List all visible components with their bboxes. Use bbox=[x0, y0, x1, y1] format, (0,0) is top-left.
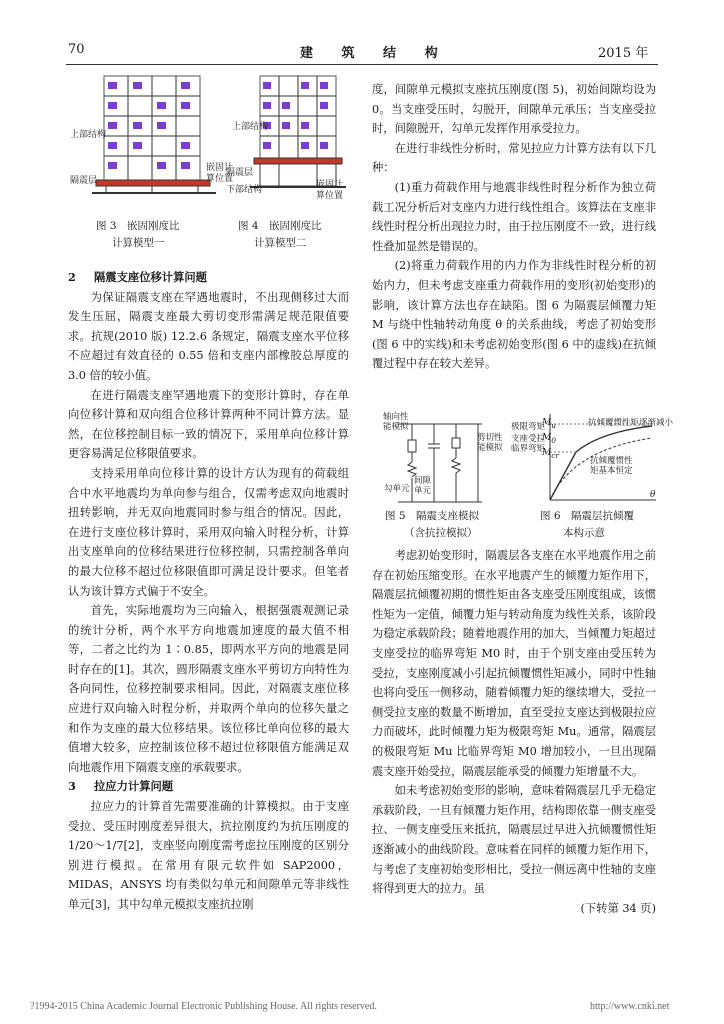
header-rule bbox=[66, 64, 658, 65]
fig4-caption: 图 4 嵌固刚度比 bbox=[238, 220, 322, 232]
fig6-m0: $M_0$ bbox=[542, 433, 556, 445]
fig6-mu: $M_u$ bbox=[542, 418, 557, 430]
fig5-label-gap2: 单元 bbox=[414, 486, 432, 496]
section-3-heading bbox=[68, 777, 349, 797]
fig5-caption-2: （含抗拉模拟） bbox=[404, 527, 478, 539]
figure-3-drawing bbox=[92, 74, 220, 206]
fig6-label-2: 极限弯矩 bbox=[511, 422, 546, 432]
paragraph: 在进行隔震支座罕遇地震下的变形计算时，存在单向位移计算和双向组合位移计算两种不同计算方法。显然，在位移控制目标一致的情况下，采用单向位移计算更容易满足位移限值要求。 bbox=[68, 388, 349, 461]
fig6-label-3: 支座受拉 bbox=[511, 434, 546, 444]
fig5-caption: 图 5 隔震支座模拟 bbox=[385, 510, 480, 522]
paragraph: 考虑初始变形时，隔震层各支座在水平地震作用之前存在初始压缩变形。在水平地震产生的倾覆力矩作用下，隔震层抗倾覆初期的惯性矩由各支座受压刚度组成，该惯性矩为一定值，倾覆力矩与转动角度为线性关系，该阶段为稳定承载阶段；随着地震作用的加大，当倾覆力矩超过支座受拉的临界弯矩 M0 时，由于个别支座由受压转为受拉，支座刚度减小引起抗倾覆惯性矩减小，同时中性轴也将向受压一侧移动，随着倾覆力矩的继续增大，受拉一侧受拉支座的数量不断增加，直至受拉支座达到极限拉应力而破坏，此时倾覆力矩为极限弯矩 Mu。通常，隔震层的极限弯矩 Mu 比临界弯矩 M0 增加较小，一旦出现隔震支座开始受拉，隔震层能承受的倾覆力矩增量不大。 bbox=[372, 549, 656, 778]
fig4-caption-2: 计算模型二 bbox=[254, 237, 307, 249]
fig5-label-shear: 剪切性 bbox=[477, 433, 503, 443]
section-2-heading bbox=[68, 268, 349, 288]
fig6-label-5: 抗倾覆惯性 bbox=[590, 456, 633, 466]
paragraph: 为保证隔震支座在罕遇地震时，不出现侧移过大而发生压屈，隔震支座最大剪切变形需满足规范限值要求。抗规(2010 版) 12.2.6 条规定，隔震支座水平位移不应超过有效直径的 0.55 倍和支座内部橡胶总厚度的 3.0 倍的较小值。 bbox=[68, 290, 349, 382]
right-column-top bbox=[372, 80, 656, 374]
fig5-label-shear2: 能模拟 bbox=[477, 443, 503, 453]
section-3-title: 拉应力计算问题 bbox=[94, 779, 174, 794]
paragraph: 拉应力的计算首先需要准确的计算模拟。由于支座受拉、受压时刚度差异很大，抗拉刚度约为抗压刚度的 1/20～1/7[2]，支座竖向刚度需考虑拉压刚度的区别分别进行模拟。在常用有限元软件如 SAP2000，MIDAS，ANSYS 均有类似勾单元和间隙单元等非线性单元[3]，其中勾单元模拟支座抗拉刚 bbox=[68, 800, 349, 911]
paragraph: (1)重力荷载作用与地震非线性时程分析作为独立荷载工况分析后对支座内力进行线性组合。该算法在支座非线性时程分析出现拉力时，由于拉压刚度不一致，进行线性叠加显然是错误的。 bbox=[372, 180, 656, 253]
paragraph: 如未考虑初始变形的影响，意味着隔震层几乎无稳定承载阶段，一旦有倾覆力矩作用，结构即依靠一侧支座受拉、一侧支座受压来抵抗，隔震层过早进入抗倾覆惯性矩逐渐减小的曲线阶段。意味着在同样的倾覆力矩作用下，与考虑了支座初始变形相比，受拉一侧远离中性轴的支座将得到更大的拉力。虽 bbox=[372, 784, 656, 896]
paragraph: 度，间隙单元模拟支座抗压刚度(图 5)，初始间隙均设为 0。当支座受压时，勾脱开，间隙单元承压；当支座受拉时，间隙脱开，勾单元发挥作用承受拉力。 bbox=[372, 83, 656, 136]
copyright-text: ?1994-2015 China Academic Journal Electronic Publishing House. All rights reserved. bbox=[30, 1001, 377, 1012]
cnki-link[interactable]: http://www.cnki.net bbox=[590, 1001, 670, 1012]
fig6-label-6: 矩基本恒定 bbox=[590, 466, 633, 476]
section-3-number: 3 bbox=[68, 779, 76, 794]
fig3-caption-2: 计算模型一 bbox=[112, 237, 165, 249]
left-column bbox=[68, 268, 349, 915]
fig6-theta: θ bbox=[650, 490, 656, 500]
fig3-label-fix: 嵌固计 bbox=[206, 163, 234, 173]
fig5-label-gap: 间隙 bbox=[414, 476, 432, 486]
journal-year: 2015 年 bbox=[598, 46, 649, 61]
paragraph: 首先，实际地震均为三向输入，根据强震观测记录的统计分析，两个水平方向地震加速度的最大值不相等，二者之比约为 1∶0.85，即两水平方向的地震是同时存在的[1]。其次，圆形隔震支座水平剪切方向特性为各向同性，位移控制要求相同。因此，对隔震支座位移应进行双向输入时程分析，并取两个单向的位移矢量之和作为支座的最大位移结果。该位移比单向位移的最大值增大较多，应控制该位移不超过位移限值方能满足双向地震作用下隔震支座的承载要求。 bbox=[68, 604, 349, 774]
section-2-number: 2 bbox=[68, 270, 76, 284]
fig6-mu-m: M bbox=[542, 418, 552, 428]
right-column-bottom bbox=[372, 546, 656, 918]
fig3-label-layer: 隔震层 bbox=[70, 176, 98, 186]
copyright-footer bbox=[30, 1001, 710, 1012]
fig6-label-1: 抗倾覆惯性矩逐渐减小 bbox=[588, 418, 674, 428]
fig3-label-fix2: 算位置 bbox=[206, 174, 234, 184]
fig5-label-axial2: 能模拟 bbox=[383, 422, 409, 432]
fig4-label-bottom: 下部结构 bbox=[226, 185, 263, 195]
fig4-label-fix: 嵌固计 bbox=[316, 180, 344, 190]
fig6-caption: 图 6 隔震层抗倾覆 bbox=[540, 510, 635, 522]
fig6-mcr: $M_{cr}$ bbox=[542, 448, 560, 460]
fig4-label-fix2: 算位置 bbox=[316, 191, 344, 201]
fig4-label-top: 上部结构 bbox=[232, 122, 269, 132]
journal-title: 建 筑 结 构 bbox=[300, 46, 450, 61]
continued-note: (下转第 34 页) bbox=[580, 901, 656, 915]
fig5-label-axial: 轴向性 bbox=[383, 412, 409, 422]
page-number: 70 bbox=[68, 42, 85, 57]
fig4-label-layer: 隔震层 bbox=[226, 168, 254, 178]
fig6-m0-m: M bbox=[542, 433, 552, 443]
section-2-title: 隔震支座位移计算问题 bbox=[94, 270, 207, 284]
fig3-caption: 图 3 嵌固刚度比 bbox=[96, 220, 180, 232]
paragraph: 支持采用单向位移计算的设计方认为现有的荷载组合中水平地震均为单向参与组合，仅需考虑双向地震时扭转影响，并无双向地震同时参与组合的情况。因此，在进行支座位移计算时，采用双向输入时程分析，计算出支座单向的位移结果进行位移控制，只需控制各单向的最大位移不超过位移限值即可满足设计要求。但笔者认为该计算方式偏于不安全。 bbox=[68, 466, 349, 598]
paragraph: 在进行非线性分析时，常见拉应力计算方法有以下几种： bbox=[372, 141, 656, 175]
fig6-caption-2: 本构示意 bbox=[563, 527, 605, 539]
fig6-mcr-m: M bbox=[542, 448, 552, 458]
fig5-label-hook: 勾单元 bbox=[384, 484, 410, 494]
paragraph: (2)将重力荷载作用的内力作为非线性时程分析的初始内力，但未考虑支座重力荷载作用的变形(初始变形)的影响，该计算方法也存在缺陷。图 6 为隔震层倾覆力矩 M 与绕中性轴转动角度 θ 的关系曲线，考虑了初始变形(图 6 中的实线)和未考虑初始变形(图 6 中的虚线)在抗倾覆过程中存在较大差异。 bbox=[372, 259, 656, 371]
fig6-label-4: 临界弯矩 bbox=[511, 444, 546, 454]
fig3-label-top: 上部结构 bbox=[70, 130, 107, 140]
